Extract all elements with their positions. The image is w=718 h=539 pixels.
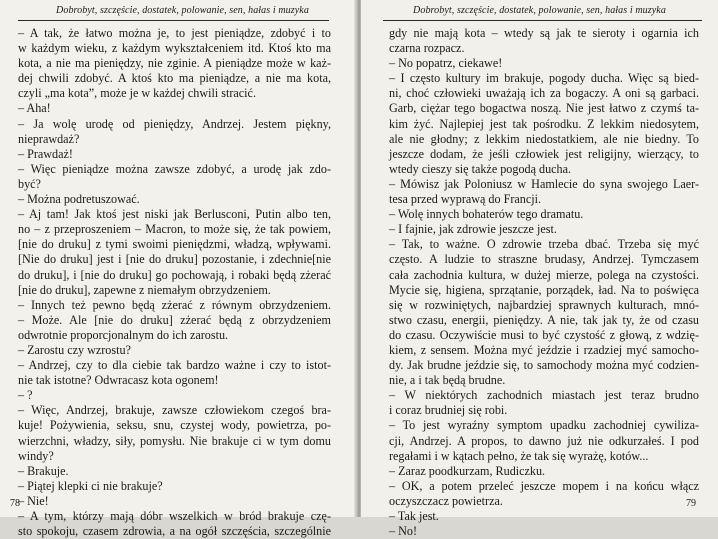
text-line: Garb, ciężar tego bogactwa noszą. Nie jest łatwo z czymś ta- <box>389 101 699 116</box>
text-line: – Piątej klepki ci nie brakuje? <box>18 478 163 493</box>
text-line: cji, Andrzej. A propos, to dawno już nie odkurzałeś. I pod <box>389 433 699 448</box>
text-line: i coraz brudniej się robi. <box>389 403 508 418</box>
left-page-text <box>18 26 331 539</box>
header-rule-right <box>383 20 702 21</box>
text-line: być? <box>18 176 41 191</box>
running-head-right: Dobrobyt, szczęście, dostatek, polowanie, sen, hałas i muzyka <box>413 5 666 16</box>
text-line: – To jest wyraźny symptom upadku zachodniej cywiliza- <box>389 418 699 433</box>
text-line: nieprawdaż? <box>18 131 80 146</box>
text-line: odwrotnie proporcjonalnym do ich zarostu. <box>18 327 229 342</box>
text-line: no – z przeproszeniem – Macron, to może się, że tak powiem, <box>18 222 331 237</box>
text-line: kuje! Pożywienia, seksu, snu, czystej wody, powietrza, po- <box>18 418 331 433</box>
text-line: stwo czasu, energii, pieniędzy. A nie, tak jak ty, że od czasu <box>389 312 699 327</box>
text-line: wtedy cieszy się także pogodą ducha. <box>389 161 572 176</box>
text-line: tesa przed wyprawą do Francji. <box>389 192 542 207</box>
text-line: – Więc pieniądze można zawsze zdobyć, a urodę jak zdo- <box>18 161 331 176</box>
text-line: – Brakuje. <box>18 463 69 478</box>
text-line: dej chwili zdobyć. A ktoś kto ma pieniądze, a nie ma kota, <box>18 71 331 86</box>
text-line: kiem, z sensem. Można myć jeździe i rzadziej myć samocho- <box>389 342 699 357</box>
text-line: Mycie się, higiena, sprzątanie, porządek, ład. Na to poświęca <box>389 282 699 297</box>
text-line: czarna rozpacz. <box>389 41 465 56</box>
text-line: – ? <box>18 388 33 403</box>
text-line: – Tak jest. <box>389 509 439 523</box>
text-line: do czasu. Oczywiście musi to być czystość z głową, z wdzię- <box>389 327 699 342</box>
text-line: – No! <box>389 524 417 539</box>
text-line: – Prawdaż! <box>18 146 73 161</box>
text-line: w każdym wieku, z każdym wykształceniem itd. Ktoś kto ma <box>18 41 331 56</box>
text-line: [nie do druku], zapewne z niemałym obrzydzeniem. <box>18 282 271 297</box>
text-line: – Może. Ale [nie do druku] zżerać będą z obrzydzeniem <box>18 312 331 327</box>
text-line: kota, a nie ma pieniędzy, nie zginie. A pieniądze może w każ- <box>18 56 331 71</box>
text-line: – A tak, że łatwo można je, to jest pieniądze, zdobyć i to <box>18 26 331 40</box>
text-line: do druku], i [nie do druku] go pochowają, i robaki będą zżerać <box>18 267 331 282</box>
text-line: nie, a i tak będą brudne. <box>389 373 506 388</box>
text-line: – Tak, to ważne. O zdrowie trzeba dbać. Trzeba się myć <box>389 237 699 252</box>
page-number-left: 78 <box>10 498 20 509</box>
text-line: – W niektórych zachodnich miastach jest teraz brudno <box>389 388 699 403</box>
text-line: wierzchni, władzy, siły, pomysłu. Nie brakuje ci w tym domu <box>18 433 331 448</box>
text-line: – Aj tam! Jak ktoś jest niski jak Berlusconi, Putin albo ten, <box>18 207 331 222</box>
text-line: – Można podretuszować. <box>18 192 140 207</box>
text-line: – Więc, Andrzej, brakuje, zawsze człowiekom czegoś bra- <box>18 403 331 418</box>
left-page <box>0 0 357 539</box>
text-line: ale nie głodny; z lekkim niedostatkiem, ale nie biedny. To <box>389 131 699 146</box>
text-line: – Innych też pewno będą zżerać z równym obrzydzeniem. <box>18 297 331 312</box>
text-line: – Nie! <box>18 493 49 508</box>
text-line: nie tak istotne? Odwracasz kota ogonem! <box>18 373 219 388</box>
page-number-right: 79 <box>686 498 696 509</box>
text-line: regałami i w kątach pełno, że tak się wyrażę, kotów... <box>389 448 649 463</box>
right-page-text <box>389 26 699 539</box>
text-line: kim żyć. Najlepiej jest tak pośrodku. Z lekkim niedosytem, <box>389 116 699 131</box>
header-rule-left <box>18 20 329 21</box>
text-line: [Nie do druku] jest i [nie do druku] pozostanie, i zdechnie[nie <box>18 252 331 267</box>
text-line: – Zarostu czy wzrostu? <box>18 342 131 357</box>
right-page <box>361 0 718 539</box>
text-line: dy. Jak brudne jeździe się, to samochody można myć codzien- <box>389 358 699 373</box>
text-line: – A tym, którzy mają dóbr wszelkich w bród brakuje czę- <box>18 509 331 523</box>
text-line: jeszcze dodam, że jeśli człowiek jest religijny, wierzący, to <box>389 146 699 161</box>
text-line: ni, choć człowieki uważają ich za bogaczy. A oni są garbaci. <box>389 86 699 101</box>
text-line: – Mówisz jak Poloniusz w Hamlecie do syna swojego Laer- <box>389 176 699 191</box>
running-head-left: Dobrobyt, szczęście, dostatek, polowanie, sen, hałas i muzyka <box>56 5 309 16</box>
text-line: sto spokoju, czasem zdrowia, a na ogół szczęścia, szczególnie <box>18 524 331 539</box>
text-line: cała zachodnia kultura, w dużej mierze, polega na czystości. <box>389 267 699 282</box>
text-line: często. A ludzie to straszne brudasy, Andrzej. Tymczasem <box>389 252 699 267</box>
text-line: – Zaraz poodkurzam, Rudiczku. <box>389 463 546 478</box>
text-line: – Andrzej, czy to dla ciebie tak bardzo ważne i czy to istot- <box>18 358 331 373</box>
text-line: się w rozwiniętych, najbardziej sprawnych kulturach, mnó- <box>389 297 699 312</box>
text-line: [nie do druku] z tymi swoimi pieniędzmi, władzą, wpływami. <box>18 237 331 252</box>
text-line: – No popatrz, ciekawe! <box>389 56 503 71</box>
text-line: – I często kultury im brakuje, pogody ducha. Więc są bied- <box>389 71 699 86</box>
text-line: windy? <box>18 448 54 463</box>
text-line: – Wolę innych bohaterów tego dramatu. <box>389 207 584 222</box>
text-line: – OK, a potem przeleć jeszcze mopem i na końcu włącz <box>389 478 699 493</box>
text-line: czyli „ma kota”, może je w każdej chwili stracić. <box>18 86 256 101</box>
text-line: – I fajnie, jak zdrowie jeszcze jest. <box>389 222 557 237</box>
text-line: gdy nie mają kota – wtedy są jak te sieroty i ogarnia ich <box>389 26 699 40</box>
text-line: – Aha! <box>18 101 51 116</box>
text-line: oczyszczacz powietrza. <box>389 493 503 508</box>
text-line: – Ja wolę urodę od pieniędzy, Andrzej. Jestem piękny, <box>18 116 331 131</box>
